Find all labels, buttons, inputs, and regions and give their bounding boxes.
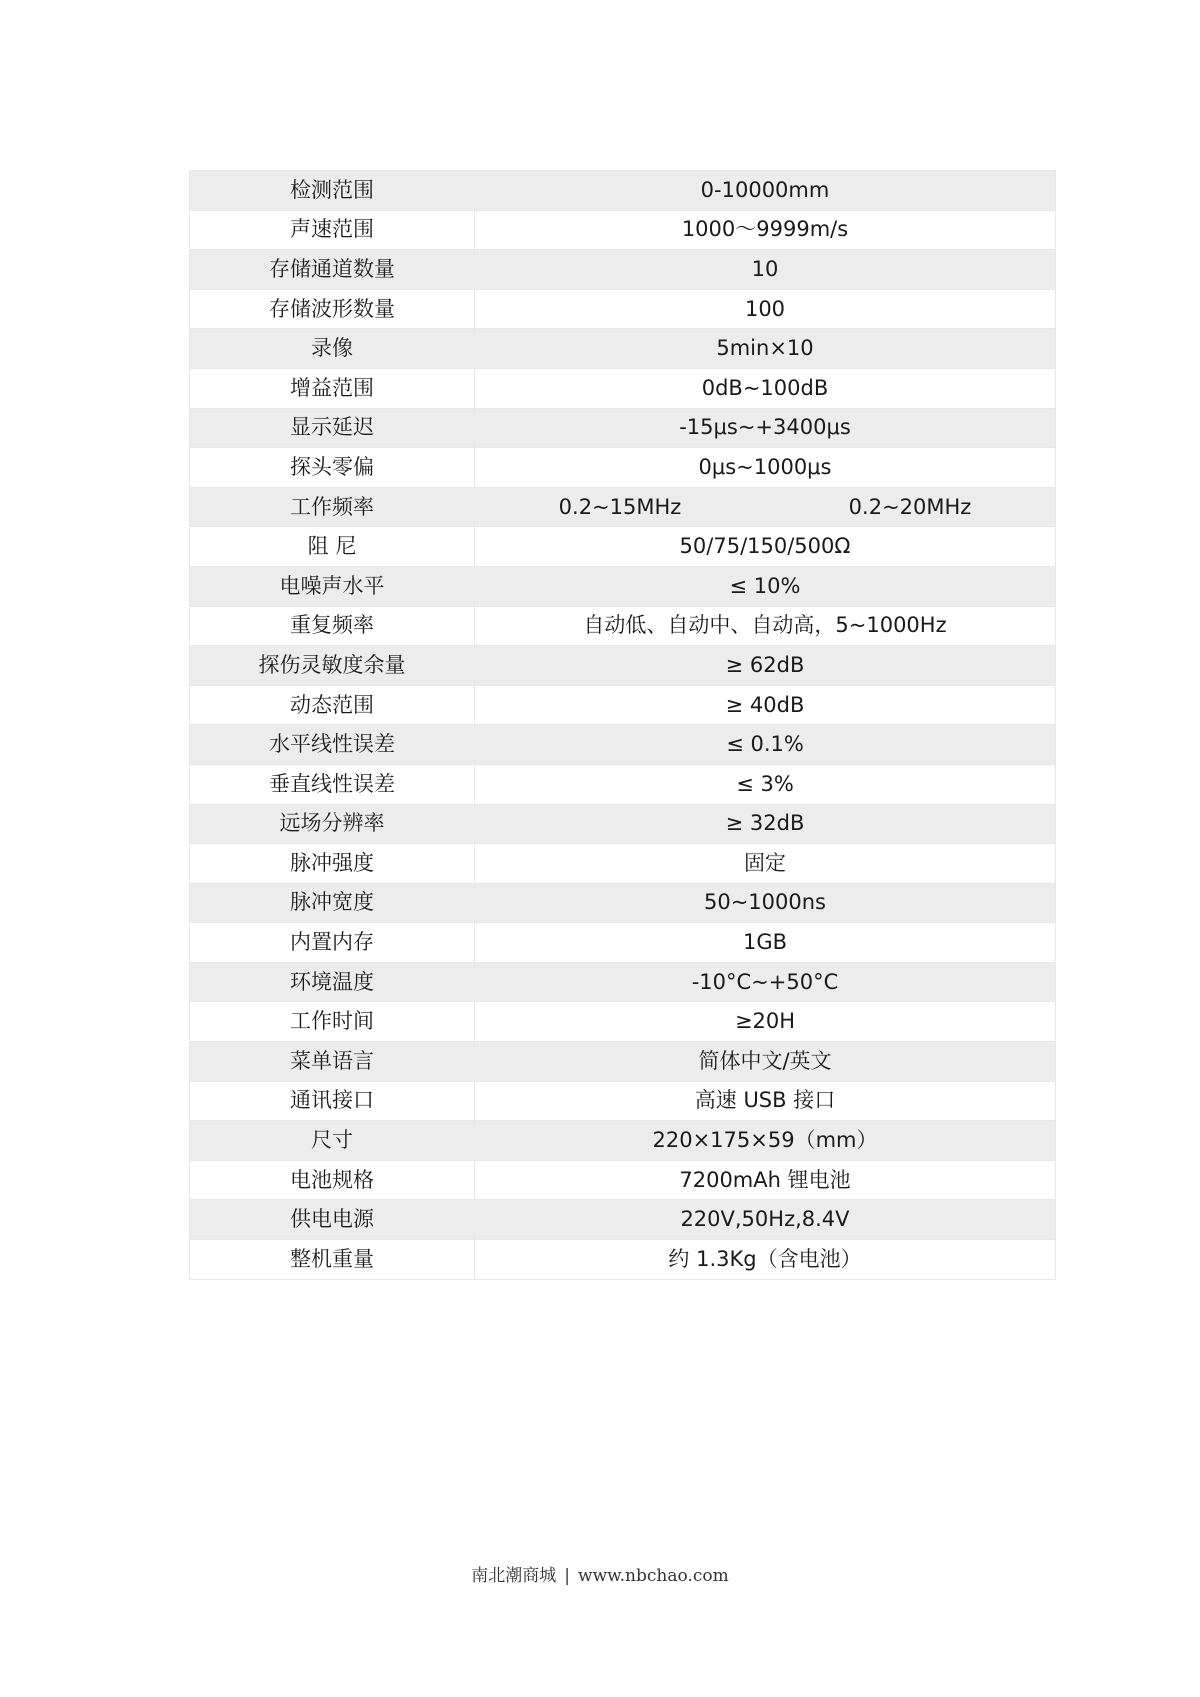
spec-row <box>190 844 1056 884</box>
spec-row <box>190 1200 1056 1240</box>
spec-value: 简体中文/英文 <box>698 1048 832 1073</box>
spec-value-cell <box>475 329 1056 369</box>
spec-table <box>189 170 1056 1280</box>
spec-value-cell <box>475 685 1056 725</box>
spec-value-cell <box>475 646 1056 686</box>
spec-label: 内置内存 <box>190 923 475 963</box>
spec-row <box>190 1240 1056 1280</box>
footer-url: www.nbchao.com <box>578 1566 729 1586</box>
spec-label: 探头零偏 <box>190 448 475 488</box>
spec-label: 探伤灵敏度余量 <box>190 646 475 686</box>
page-footer <box>0 1561 1200 1586</box>
spec-row <box>190 368 1056 408</box>
spec-label: 显示延迟 <box>190 408 475 448</box>
spec-label: 电池规格 <box>190 1160 475 1200</box>
spec-value-cell <box>475 250 1056 290</box>
spec-value: 1GB <box>742 930 788 955</box>
spec-value-cell <box>475 725 1056 765</box>
spec-value: 1000～9999m/s <box>681 217 849 242</box>
footer-separator: | <box>564 1566 571 1586</box>
spec-label: 水平线性误差 <box>190 725 475 765</box>
spec-value: 5min×10 <box>716 336 814 361</box>
spec-row <box>190 646 1056 686</box>
spec-label: 供电电源 <box>190 1200 475 1240</box>
spec-value: 固定 <box>744 850 786 875</box>
spec-value: ≥ 40dB <box>725 692 805 717</box>
spec-value-cell <box>475 883 1056 923</box>
spec-row <box>190 289 1056 329</box>
spec-value: ≥ 62dB <box>725 652 805 677</box>
spec-value-cell <box>475 408 1056 448</box>
spec-value: 0μs~1000μs <box>698 454 832 479</box>
spec-label: 存储波形数量 <box>190 289 475 329</box>
spec-value-cell <box>475 606 1056 646</box>
spec-value-cell <box>475 368 1056 408</box>
spec-value-split <box>475 494 1055 519</box>
spec-value: 自动低、自动中、自动高，5~1000Hz <box>583 613 947 638</box>
spec-label: 整机重量 <box>190 1240 475 1280</box>
spec-row <box>190 329 1056 369</box>
spec-value-cell <box>475 527 1056 567</box>
spec-value-cell <box>475 1081 1056 1121</box>
spec-label: 通讯接口 <box>190 1081 475 1121</box>
spec-value-cell <box>475 210 1056 250</box>
spec-value-cell <box>475 171 1056 211</box>
spec-table-body <box>190 171 1056 1280</box>
spec-value: 100 <box>744 296 786 321</box>
spec-label: 存储通道数量 <box>190 250 475 290</box>
spec-row <box>190 1002 1056 1042</box>
spec-label: 脉冲宽度 <box>190 883 475 923</box>
spec-row <box>190 725 1056 765</box>
spec-row <box>190 448 1056 488</box>
spec-label: 声速范围 <box>190 210 475 250</box>
spec-label: 脉冲强度 <box>190 844 475 884</box>
spec-value: ≤ 3% <box>736 771 794 796</box>
spec-row <box>190 923 1056 963</box>
spec-value-cell <box>475 487 1056 527</box>
spec-row <box>190 408 1056 448</box>
spec-row <box>190 1081 1056 1121</box>
spec-value: 10 <box>751 256 779 281</box>
spec-value-cell <box>475 1240 1056 1280</box>
spec-row <box>190 685 1056 725</box>
spec-value: -10°C~+50°C <box>691 969 839 994</box>
spec-value: 约 1.3Kg（含电池） <box>668 1246 862 1271</box>
spec-value-cell <box>475 1002 1056 1042</box>
spec-value-cell <box>475 1200 1056 1240</box>
spec-label: 录像 <box>190 329 475 369</box>
spec-value-cell <box>475 1121 1056 1161</box>
spec-value: ≤ 10% <box>729 573 801 598</box>
spec-label: 菜单语言 <box>190 1042 475 1082</box>
spec-row <box>190 962 1056 1002</box>
spec-value-cell <box>475 566 1056 606</box>
spec-value: 50/75/150/500Ω <box>679 534 851 559</box>
spec-row <box>190 1121 1056 1161</box>
spec-row <box>190 487 1056 527</box>
spec-row <box>190 1042 1056 1082</box>
spec-row <box>190 566 1056 606</box>
spec-value: ≥20H <box>734 1009 796 1034</box>
spec-row <box>190 606 1056 646</box>
footer-site-name: 南北潮商城 <box>471 1566 557 1586</box>
spec-label: 尺寸 <box>190 1121 475 1161</box>
spec-value: 50~1000ns <box>703 890 826 915</box>
spec-value: ≤ 0.1% <box>726 732 804 757</box>
spec-value-cell <box>475 804 1056 844</box>
spec-value: 高速 USB 接口 <box>694 1088 836 1113</box>
spec-label: 检测范围 <box>190 171 475 211</box>
spec-label: 增益范围 <box>190 368 475 408</box>
spec-value: 0dB~100dB <box>701 375 829 400</box>
spec-label: 远场分辨率 <box>190 804 475 844</box>
spec-value: ≥ 32dB <box>725 811 805 836</box>
spec-value: 220V,50Hz,8.4V <box>680 1207 850 1232</box>
spec-label: 工作时间 <box>190 1002 475 1042</box>
spec-label: 动态范围 <box>190 685 475 725</box>
spec-value-cell <box>475 289 1056 329</box>
spec-row <box>190 250 1056 290</box>
spec-value-cell <box>475 962 1056 1002</box>
spec-row <box>190 1160 1056 1200</box>
spec-row <box>190 210 1056 250</box>
spec-row <box>190 764 1056 804</box>
spec-label: 电噪声水平 <box>190 566 475 606</box>
spec-value: 0.2~20MHz <box>848 494 972 519</box>
spec-label: 垂直线性误差 <box>190 764 475 804</box>
spec-value-cell <box>475 1160 1056 1200</box>
spec-label: 阻 尼 <box>190 527 475 567</box>
spec-label: 重复频率 <box>190 606 475 646</box>
spec-row <box>190 883 1056 923</box>
spec-value-cell <box>475 1042 1056 1082</box>
spec-row <box>190 804 1056 844</box>
spec-value: 0.2~15MHz <box>558 494 682 519</box>
spec-value: 220×175×59（mm） <box>652 1128 878 1153</box>
spec-row <box>190 527 1056 567</box>
spec-value: 0-10000mm <box>700 177 830 202</box>
spec-value-cell <box>475 844 1056 884</box>
spec-value-cell <box>475 764 1056 804</box>
spec-value: -15μs~+3400μs <box>679 415 851 440</box>
spec-value-cell <box>475 923 1056 963</box>
spec-label: 工作频率 <box>190 487 475 527</box>
spec-label: 环境温度 <box>190 962 475 1002</box>
spec-value: 7200mAh 锂电池 <box>679 1167 851 1192</box>
spec-row <box>190 171 1056 211</box>
spec-value-cell <box>475 448 1056 488</box>
